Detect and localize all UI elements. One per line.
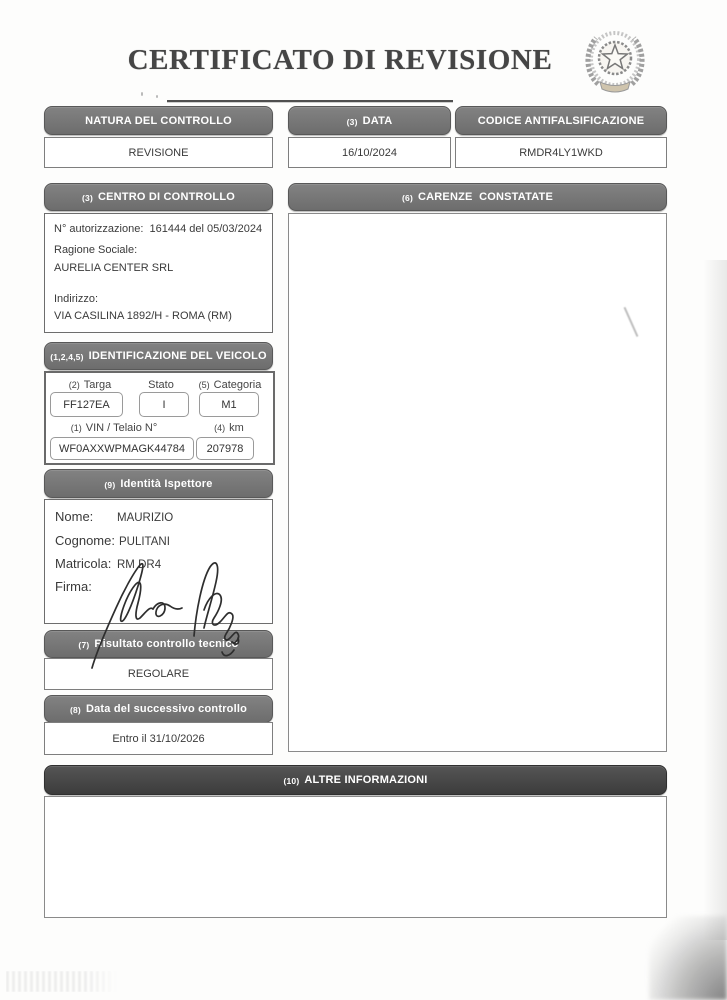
vin-number: (1) bbox=[70, 423, 82, 433]
vin-field bbox=[50, 437, 194, 460]
risultato-value-text: REGOLARE bbox=[127, 668, 190, 680]
veicolo-label: IDENTIFICAZIONE DEL VEICOLO bbox=[88, 350, 267, 362]
successivo-label: Data del successivo controllo bbox=[85, 703, 248, 715]
indirizzo-value: VIA CASILINA 1892/H - ROMA (RM) bbox=[54, 310, 232, 322]
vin-value: WF0AXXWPMAGK44784 bbox=[59, 442, 185, 455]
stato-field bbox=[139, 392, 189, 417]
carenze-box bbox=[288, 213, 667, 752]
successivo-controllo-value bbox=[44, 722, 273, 755]
risultato-label: Risultato controllo tecnico bbox=[94, 638, 239, 650]
centro-controllo-banner bbox=[44, 183, 273, 211]
data-section-number: (3) bbox=[346, 116, 358, 127]
cognome-value: PULITANI bbox=[118, 536, 170, 548]
natura-controllo-banner bbox=[44, 106, 273, 135]
scan-edge-shadow bbox=[703, 260, 727, 940]
ragione-sociale-label: Ragione Sociale: bbox=[54, 244, 138, 256]
scan-corner-smudge bbox=[649, 916, 727, 1000]
carenze-label: CARENZE CONSTATATE bbox=[418, 191, 553, 203]
centro-controllo-box bbox=[44, 213, 273, 333]
risultato-banner bbox=[44, 630, 273, 658]
natura-controllo-label: NATURA DEL CONTROLLO bbox=[85, 114, 232, 127]
altre-informazioni-banner bbox=[44, 765, 667, 795]
scan-speck bbox=[141, 92, 143, 96]
data-value bbox=[288, 137, 451, 168]
carenze-banner bbox=[288, 183, 667, 211]
targa-value: FF127EA bbox=[63, 398, 110, 411]
codice-antifalsificazione-banner bbox=[455, 106, 667, 135]
cognome-label: Cognome: bbox=[55, 533, 115, 548]
categoria-label bbox=[196, 379, 264, 391]
categoria-value: M1 bbox=[221, 398, 237, 411]
altre-label: ALTRE INFORMAZIONI bbox=[304, 774, 428, 786]
altre-informazioni-box bbox=[44, 796, 667, 918]
nome-value: MAURIZIO bbox=[117, 512, 174, 524]
firma-row bbox=[55, 579, 113, 594]
km-label-text: km bbox=[229, 422, 244, 434]
categoria-field bbox=[199, 392, 259, 417]
successivo-controllo-banner bbox=[44, 695, 273, 723]
autorizzazione-line bbox=[54, 223, 262, 235]
identita-ispettore-box bbox=[44, 499, 273, 624]
centro-label: CENTRO DI CONTROLLO bbox=[97, 191, 235, 203]
km-label bbox=[206, 422, 252, 434]
codice-label: CODICE ANTIFALSIFICAZIONE bbox=[477, 114, 645, 127]
autorizzazione-label: N° autorizzazione: bbox=[54, 223, 144, 235]
nome-label: Nome: bbox=[55, 509, 94, 524]
codice-antifalsificazione-value bbox=[455, 137, 667, 168]
stato-label: Stato bbox=[148, 379, 174, 391]
vin-label bbox=[58, 422, 170, 434]
targa-label bbox=[54, 379, 126, 391]
natura-value-text: REVISIONE bbox=[128, 146, 189, 159]
codice-value-text: RMDR4LY1WKD bbox=[519, 146, 603, 159]
scan-speck bbox=[156, 95, 158, 98]
nome-row bbox=[55, 509, 173, 524]
identificazione-veicolo-banner bbox=[44, 342, 273, 370]
risultato-section-number: (7) bbox=[78, 640, 90, 650]
km-field bbox=[196, 437, 254, 460]
identificazione-veicolo-box bbox=[44, 371, 275, 465]
data-banner bbox=[288, 106, 451, 135]
page-title: CERTIFICATO DI REVISIONE bbox=[127, 44, 553, 76]
ragione-sociale-value: AURELIA CENTER SRL bbox=[54, 262, 174, 274]
veicolo-section-number: (1,2,4,5) bbox=[50, 352, 84, 362]
km-number: (4) bbox=[214, 423, 226, 433]
matricola-label: Matricola: bbox=[55, 556, 112, 571]
vin-label-text: VIN / Telaio N° bbox=[85, 422, 158, 434]
matricola-row bbox=[55, 556, 161, 571]
matricola-value: RM DR4 bbox=[117, 559, 162, 571]
carenze-section-number: (6) bbox=[402, 193, 413, 203]
categoria-label-text: Categoria bbox=[213, 379, 262, 391]
centro-section-number: (3) bbox=[81, 193, 93, 203]
ispettore-section-number: (9) bbox=[104, 479, 116, 490]
successivo-value-text: Entro il 31/10/2026 bbox=[112, 732, 205, 745]
cognome-row bbox=[55, 533, 170, 548]
successivo-section-number: (8) bbox=[69, 705, 81, 715]
data-value-text: 16/10/2024 bbox=[341, 146, 398, 159]
title-underline bbox=[167, 100, 453, 102]
firma-label: Firma: bbox=[55, 579, 92, 594]
autorizzazione-value: 161444 del 05/03/2024 bbox=[149, 223, 263, 235]
risultato-value bbox=[44, 658, 273, 690]
natura-controllo-value bbox=[44, 137, 273, 168]
ispettore-label: Identità Ispettore bbox=[120, 477, 213, 490]
targa-number: (2) bbox=[68, 380, 80, 390]
italian-republic-emblem-icon bbox=[584, 26, 646, 96]
identita-ispettore-banner bbox=[44, 469, 273, 498]
bottom-watermark bbox=[6, 971, 118, 992]
categoria-number: (5) bbox=[198, 380, 210, 390]
targa-field bbox=[50, 392, 123, 417]
data-label: DATA bbox=[362, 114, 393, 127]
altre-section-number: (10) bbox=[283, 776, 300, 786]
km-value: 207978 bbox=[206, 442, 244, 455]
stato-value: I bbox=[162, 398, 166, 411]
targa-label-text: Targa bbox=[83, 379, 112, 391]
indirizzo-label: Indirizzo: bbox=[54, 293, 99, 305]
